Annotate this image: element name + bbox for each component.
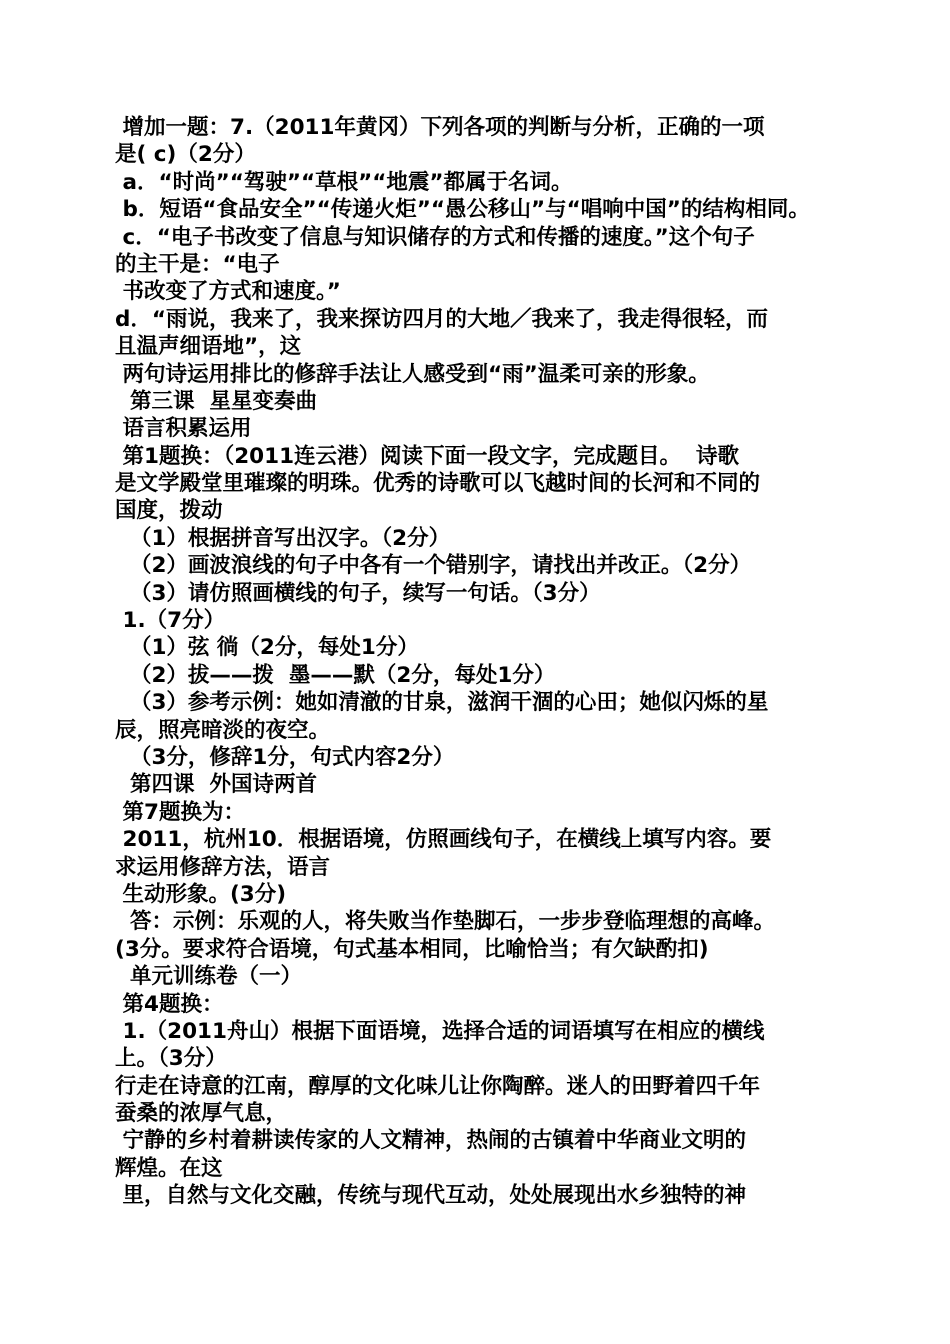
text-line: 且温声细语地”，这 [115, 334, 302, 360]
text-line: d．“雨说，我来了，我来探访四月的大地／我来了，我走得很轻，而 [115, 306, 769, 332]
text-line: 第1题换：（2011连云港）阅读下面一段文字，完成题目。 诗歌 [115, 443, 740, 469]
text-line: 辰，照亮暗淡的夜空。 [115, 717, 331, 743]
section-heading: 单元训练卷（一） [115, 964, 302, 990]
text-line: 两句诗运用排比的修辞手法让人感受到“雨”温柔可亲的形象。 [115, 361, 710, 387]
section-heading: 第四课 外国诗两首 [115, 772, 317, 798]
text-line: 的主干是：“电子 [115, 251, 280, 277]
text-line: 第4题换： [115, 991, 224, 1017]
text-line: （1）根据拼音写出汉字。（2分） [115, 525, 451, 551]
text-line: 1.（7分） [115, 608, 226, 634]
text-line: 里，自然与文化交融，传统与现代互动，处处展现出水乡独特的神 [115, 1183, 746, 1209]
text-line: 生动形象。(3分) [115, 881, 287, 907]
text-line: a．“时尚”“驾驶”“草根”“地震”都属于名词。 [115, 169, 573, 195]
document-body [115, 114, 845, 1210]
text-line: 增加一题：7.（2011年黄冈）下列各项的判断与分析，正确的一项 [115, 115, 765, 140]
text-line: （1）弦 徜（2分，每处1分） [115, 635, 419, 661]
text-line: 书改变了方式和速度。” [115, 279, 341, 305]
text-line: c．“电子书改变了信息与知识储存的方式和传播的速度。”这个句子 [115, 224, 755, 250]
text-line: 上。（3分） [115, 1046, 227, 1072]
text-line: (3分。要求符合语境，句式基本相同，比喻恰当；有欠缺酌扣) [115, 936, 709, 962]
text-line: （3分，修辞1分，句式内容2分） [115, 744, 455, 770]
section-subheading: 语言积累运用 [115, 416, 252, 442]
text-line: 求运用修辞方法，语言 [115, 854, 331, 880]
text-line: b．短语“食品安全”“传递火炬”“愚公移山”与“唱响中国”的结构相同。 [115, 197, 810, 223]
text-line: （3）请仿照画横线的句子，续写一句话。（3分） [115, 580, 601, 606]
text-line: 国度，拨动 [115, 498, 223, 524]
text-line: （2）拔——拨 墨——默（2分，每处1分） [115, 662, 556, 688]
text-line: （3）参考示例：她如清澈的甘泉，滋润干涸的心田；她似闪烁的星 [115, 690, 769, 716]
text-line: 是( c)（2分） [115, 142, 256, 168]
text-line: 辉煌。在这 [115, 1155, 223, 1181]
text-line: 1.（2011舟山）根据下面语境，选择合适的词语填写在相应的横线 [115, 1018, 765, 1044]
text-line: 是文学殿堂里璀璨的明珠。优秀的诗歌可以飞越时间的长河和不同的 [115, 471, 761, 497]
text-line: 答：示例：乐观的人，将失败当作垫脚石，一步步登临理想的高峰。 [115, 909, 775, 935]
text-line: 宁静的乡村着耕读传家的人文精神，热闹的古镇着中华商业文明的 [115, 1128, 746, 1154]
text-line: （2）画波浪线的句子中各有一个错别字，请找出并改正。（2分） [115, 553, 752, 579]
text-line: 蚕桑的浓厚气息， [115, 1101, 288, 1127]
text-line: 第7题换为： [115, 799, 245, 825]
text-line: 2011，杭州10．根据语境，仿照画线句子，在横线上填写内容。要 [115, 827, 772, 853]
text-line: 行走在诗意的江南，醇厚的文化味儿让你陶醉。迷人的田野着四千年 [115, 1073, 761, 1099]
section-heading: 第三课 星星变奏曲 [115, 388, 317, 414]
